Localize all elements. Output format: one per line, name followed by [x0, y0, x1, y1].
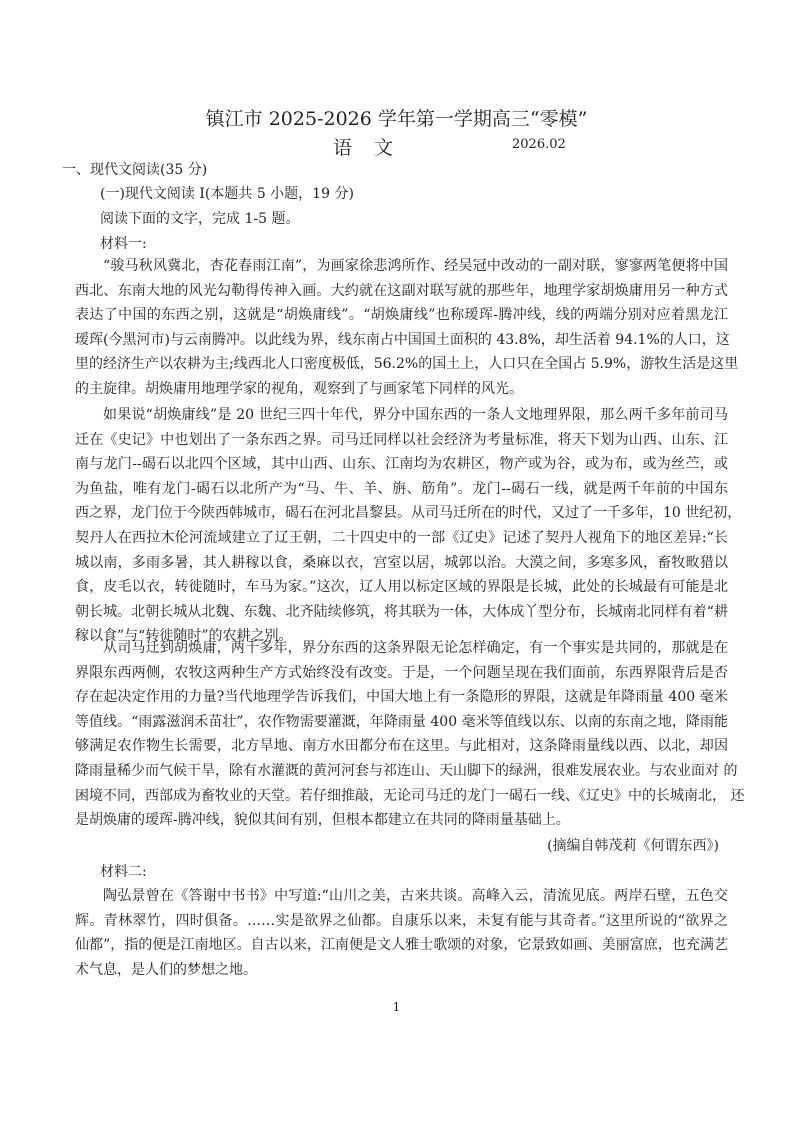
section-heading: 一、现代文阅读(35 分) — [62, 162, 208, 178]
text-line: 存在起决定作用的力量?当代地理学告诉我们，中国大地上有一条隐形的界限，这就是年降雨量 400 毫米 — [75, 689, 728, 706]
text-line: 从司马迁到胡焕庸，两千多年，界分东西的这条界限无论怎样确定，有一个事实是共同的，那就是在 — [103, 640, 728, 656]
page-number: 1 — [392, 1000, 401, 1014]
text-line: 契丹人在西拉木伦河流域建立了辽王朝，二十四史中的一部《辽史》记述了契丹人视角下的地区差异:“长 — [75, 529, 728, 546]
material-2-label: 材料二: — [100, 864, 147, 880]
paragraph-2 — [75, 403, 742, 649]
text-line: 的主旋律。胡焕庸用地理学家的视角，观察到了与画家笔下同样的风光。 — [75, 380, 523, 397]
text-line: 西之界，龙门位于今陕西韩城市，碣石在河北昌黎县。从司马迁所在的时代，又过了一千多年，10 世纪初， — [75, 505, 742, 522]
text-line: 为鱼盐，唯有龙门-碣石以北所产为“马、牛、羊、旃、筋角”。龙门--碣石一线，就是两千年前的中国东 — [75, 480, 728, 497]
text-line: 南与龙门--碣石以北四个区域，其中山西、山东、江南均为农耕区，物产或为谷，或为布，或为丝苎，或 — [75, 456, 728, 473]
source-citation: (摘编自韩茂莉《何谓东西》) — [547, 838, 719, 854]
text-line: 朝长城。北朝长城从北魏、东魏、北齐陆续修筑，将其联为一体，大体成丫型分布，长城南北同样有着“耕 — [75, 603, 728, 620]
text-line: 西北、东南大地的风光勾勒得传神入画。大约就在这副对联写就的那些年，地理学家胡焕庸用另一种方式 — [75, 282, 728, 299]
text-line: 如果说“胡焕庸线”是 20 世纪三四十年代，界分中国东西的一条人文地理界限，那么两千多年前司马 — [103, 407, 728, 423]
text-line: 术气息，是人们的梦想之地。 — [75, 961, 257, 978]
material-1-label: 材料一: — [100, 236, 147, 252]
text-line: 瑷珲(今黑河市)与云南腾冲。以此线为界，线东南占中国国土面积的 43.8%，却生活着 94.1%的人口，这 — [75, 331, 730, 348]
text-line: 辉。青林翠竹，四时俱备。……实是欲界之仙都。自康乐以来，未复有能与其奇者。”这里所说的“欲界之 — [75, 912, 728, 929]
text-line: 界限东西两侧，农牧这两种生产方式始终没有改变。于是，一个问题呈现在我们面前，东西界限背后是否 — [75, 664, 728, 681]
text-line: 稼以食”与“转徙随时”的农耕之别。 — [75, 628, 293, 645]
paragraph-4 — [75, 884, 728, 982]
sub-section-heading: (一)现代文阅读 I(本题共 5 小题，19 分) — [100, 186, 354, 202]
instruction-text: 阅读下面的文字，完成 1-5 题。 — [100, 211, 300, 227]
subject-title: 语 文 — [333, 137, 402, 159]
paragraph-3 — [75, 636, 745, 833]
text-line: 是胡焕庸的瑷珲-腾冲线，貌似其间有别，但根本都建立在共同的降雨量基础上。 — [75, 812, 570, 829]
text-line: 等值线。“雨露滋润禾苗壮”，农作物需要灌溉，年降雨量 400 毫米等值线以东、以南的东南之地，降雨能 — [75, 713, 728, 730]
text-line: 降雨量稀少而气候干旱，除有水灌溉的黄河河套与祁连山、天山脚下的绿洲，很难发展农业。与农业面对 的 — [75, 762, 738, 779]
text-line: 城以南，多雨多暑，其人耕稼以食，桑麻以衣，宫室以居，城郭以治。大漠之间，多寒多风，畜牧畋猎以 — [75, 554, 728, 571]
text-line: 仙都”，指的便是江南地区。自古以来，江南便是文人雅士歌颂的对象，它景致如画、美丽富庶，也充满艺 — [75, 937, 728, 954]
text-line: 陶弘景曾在《答谢中书书》中写道:“山川之美，古来共谈。高峰入云，清流见底。两岸石壁，五色交 — [103, 888, 728, 904]
text-line: 困境不同，西部成为畜牧业的天堂。若仔细推敲，无论司马迁的龙门一碣石一线、《辽史》中的长城南北， 还 — [75, 787, 745, 804]
text-line: “骏马秋风冀北，杏花春雨江南”，为画家徐悲鸿所作、经吴冠中改动的一副对联，寥寥两笔便将中国 — [103, 258, 728, 274]
text-line: 迁在《史记》中也划出了一条东西之界。司马迁同样以社会经济为考量标准，将天下划为山西、山东、江 — [75, 431, 728, 448]
text-line: 够满足农作物生长需要，北方旱地、南方水田都分布在这里。与此相对，这条降雨量线以西、以北，却因 — [75, 738, 728, 755]
text-line: 里的经济生产以农耕为主;线西北人口密度极低，56.2%的国土上，人口只在全国占 5.9%，游牧生活是这里 — [75, 356, 739, 373]
exam-title: 镇江市 2025-2026 学年第一学期高三“零模” — [205, 108, 588, 130]
exam-date: 2026.02 — [512, 137, 566, 152]
paragraph-1 — [75, 254, 739, 402]
text-line: 食，皮毛以衣，转徙随时，车马为家。”这次，辽人用以标定区域的界限是长城，此处的长城最有可能是北 — [75, 579, 728, 596]
text-line: 表达了中国的东西之别，这就是“胡焕庸线”。“胡焕庸线”也称瑷珲-腾冲线，线的两端分别对应着黑龙江 — [75, 307, 728, 324]
